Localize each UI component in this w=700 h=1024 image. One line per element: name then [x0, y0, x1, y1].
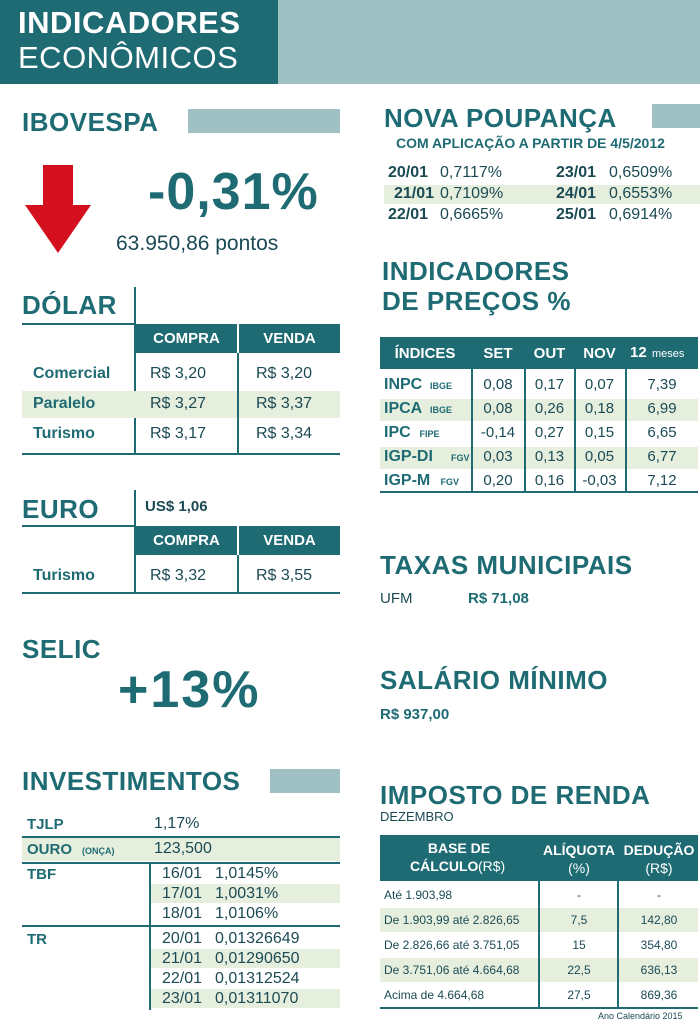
dolar-col-sell: VENDA — [239, 324, 340, 353]
ir-col-base1: BASE DE — [427, 840, 491, 856]
precos-row-name: IPC — [384, 424, 411, 441]
tjlp-value: 1,17% — [154, 815, 200, 832]
ir-row-base: De 1.903,99 até 2.826,65 — [384, 913, 520, 927]
precos-row-set: 0,08 — [483, 400, 513, 417]
euro-col-divider — [237, 555, 239, 593]
poupanca-date: 25/01 — [556, 206, 597, 223]
investimentos-title: INVESTIMENTOS — [22, 766, 241, 796]
down-arrow-icon — [25, 165, 91, 253]
euro-bottom-rule — [22, 592, 340, 594]
dolar-col-buy: COMPRA — [136, 324, 237, 353]
dolar-divider — [134, 287, 136, 454]
tr-value: 0,01326649 — [215, 930, 300, 947]
invest-divider — [149, 862, 151, 1010]
precos-row-nov: 0,18 — [584, 400, 615, 417]
selic-value: +13% — [118, 661, 261, 719]
precos-row-set: 0,08 — [483, 376, 513, 393]
poupanca-value: 0,7117% — [440, 164, 502, 181]
euro-row-label: Turismo — [33, 567, 95, 584]
tr-date: 20/01 — [162, 930, 203, 947]
precos-row-source: IBGE — [430, 381, 453, 391]
ir-row-ded: - — [657, 888, 661, 902]
euro-usd-rate: US$ 1,06 — [145, 498, 208, 515]
ir-row-ded: 636,13 — [640, 963, 678, 977]
ir-row-base: Acima de 4.664,68 — [384, 988, 485, 1002]
poupanca-value: 0,7109% — [440, 185, 504, 202]
ir-col-aliq: ALÍQUOTA — [542, 842, 616, 858]
precos-col-nov: NOV — [583, 345, 616, 362]
precos-row-out: 0,27 — [534, 424, 565, 441]
taxas-ufm-label: UFM — [380, 590, 413, 607]
precos-row-set: 0,03 — [483, 448, 513, 465]
tr-value: 0,01311070 — [215, 990, 299, 1007]
tr-date: 23/01 — [162, 990, 203, 1007]
ir-row-base: Até 1.903,98 — [384, 888, 453, 902]
tr-value: 0,01290650 — [215, 950, 300, 967]
tbf-date: 16/01 — [162, 865, 203, 882]
poupanca-value: 0,6914% — [609, 206, 673, 223]
euro-row-sell: R$ 3,55 — [256, 567, 313, 584]
dolar-row-label: Turismo — [33, 425, 95, 442]
ir-row-aliq: 7,5 — [570, 913, 588, 927]
tjlp-label: TJLP — [27, 816, 64, 833]
precos-row-12m: 6,77 — [647, 448, 677, 465]
tbf-label: TBF — [27, 866, 57, 883]
ir-title: IMPOSTO DE RENDA — [380, 780, 651, 810]
page-title-line2: ECONÔMICOS — [18, 40, 239, 75]
precos-row-name: INPC — [384, 376, 423, 393]
ir-col-ded: DEDUÇÃO — [623, 842, 695, 858]
euro-row-buy: R$ 3,32 — [150, 567, 207, 584]
precos-row-nov: 0,05 — [584, 448, 615, 465]
ouro-value: 123,500 — [154, 840, 212, 857]
precos-row-nov: 0,07 — [584, 376, 615, 393]
precos-row-source: IBGE — [430, 405, 453, 415]
poupanca-value: 0,6665% — [440, 206, 504, 223]
ibovespa-points: 63.950,86 pontos — [116, 232, 279, 255]
poupanca-value: 0,6553% — [609, 185, 673, 202]
ir-bottom-rule — [380, 1007, 698, 1009]
ir-subtitle: DEZEMBRO — [380, 809, 454, 824]
poupanca-title: NOVA POUPANÇA — [384, 103, 617, 133]
tbf-date: 17/01 — [162, 885, 203, 902]
poupanca-date: 24/01 — [556, 185, 597, 202]
ir-col-base-unit: (R$) — [478, 858, 506, 874]
poupanca-value: 0,6509% — [609, 164, 673, 181]
euro-title: EURO — [22, 494, 100, 524]
ibovespa-title: IBOVESPA — [22, 107, 159, 137]
taxas-ufm-value: R$ 71,08 — [468, 590, 529, 607]
salario-title: SALÁRIO MÍNIMO — [380, 665, 608, 695]
dolar-title: DÓLAR — [22, 290, 117, 320]
ir-col-aliq-unit: (%) — [568, 860, 590, 876]
precos-row-out: 0,26 — [534, 400, 565, 417]
euro-col-sell: VENDA — [239, 526, 340, 555]
dolar-row-buy: R$ 3,17 — [150, 425, 207, 442]
dolar-row-sell: R$ 3,37 — [256, 395, 313, 412]
dolar-row-label: Paralelo — [33, 395, 96, 412]
euro-col-buy: COMPRA — [136, 526, 237, 555]
tbf-value: 1,0106% — [215, 905, 279, 922]
tr-date: 21/01 — [162, 950, 203, 967]
poupanca-date: 22/01 — [388, 206, 429, 223]
ouro-rule — [22, 862, 340, 864]
precos-row-nov: -0,03 — [582, 472, 617, 489]
precos-row-name: IGP-M — [384, 472, 431, 489]
ir-row-ded: 869,36 — [640, 988, 678, 1002]
precos-row-name: IPCA — [384, 400, 423, 417]
precos-row-source: FIPE — [419, 429, 440, 439]
tbf-date: 18/01 — [162, 905, 203, 922]
selic-title: SELIC — [22, 634, 102, 664]
poupanca-title-bar — [652, 104, 700, 128]
precos-row-set: -0,14 — [480, 424, 516, 441]
dolar-rule — [22, 323, 134, 325]
precos-row-out: 0,16 — [534, 472, 565, 489]
precos-bottom-rule — [380, 491, 698, 493]
ir-row-aliq: 22,5 — [567, 963, 591, 977]
ir-row-aliq: 15 — [572, 938, 586, 952]
dolar-bottom-rule — [22, 453, 340, 455]
precos-title-line2: DE PREÇOS % — [382, 286, 571, 316]
dolar-row-sell: R$ 3,34 — [256, 425, 313, 442]
dolar-row-buy: R$ 3,20 — [150, 365, 207, 382]
precos-col-out: OUT — [533, 345, 566, 362]
ouro-label: OURO — [27, 841, 72, 858]
dolar-row-buy: R$ 3,27 — [150, 395, 207, 412]
taxas-title: TAXAS MUNICIPAIS — [380, 550, 633, 580]
poupanca-subtitle: COM APLICAÇÃO A PARTIR DE 4/5/2012 — [396, 135, 665, 151]
dolar-col-divider — [237, 353, 239, 454]
ir-row-ded: 354,80 — [640, 938, 678, 952]
ir-col-ded-unit: (R$) — [645, 860, 673, 876]
precos-row-12m: 6,99 — [647, 400, 677, 417]
page-title — [0, 0, 278, 84]
investimentos-title-bar — [270, 769, 340, 793]
precos-title-line1: INDICADORES — [382, 256, 570, 286]
ir-row-base: De 3.751,06 até 4.664,68 — [384, 963, 520, 977]
ouro-unit: (ONÇA) — [82, 846, 115, 856]
ir-row-ded: 142,80 — [640, 913, 678, 927]
ir-col-base2: CÁLCULO — [410, 858, 479, 874]
poupanca-date: 23/01 — [556, 164, 597, 181]
ir-row-aliq: - — [577, 888, 581, 902]
tr-value: 0,01312524 — [215, 970, 300, 987]
tbf-value: 1,0031% — [215, 885, 279, 902]
ir-row-base: De 2.826,66 até 3.751,05 — [384, 938, 520, 952]
tr-date: 22/01 — [162, 970, 203, 987]
dolar-row-label: Comercial — [33, 365, 111, 382]
precos-col-meses: meses — [652, 348, 685, 360]
precos-row-12m: 7,12 — [647, 472, 677, 489]
euro-rule — [22, 525, 134, 527]
precos-row-source: FGV — [440, 477, 460, 487]
tbf-rule — [22, 925, 340, 927]
tbf-value: 1,0145% — [215, 865, 279, 882]
ir-footer: Ano Calendário 2015 — [598, 1011, 683, 1021]
page-title-line1: INDICADORES — [18, 5, 241, 40]
precos-col-set: SET — [483, 345, 513, 362]
precos-col-indices: ÍNDICES — [394, 345, 456, 362]
precos-row-name: IGP-DI — [384, 448, 433, 465]
precos-row-12m: 7,39 — [647, 376, 677, 393]
poupanca-date: 20/01 — [388, 164, 429, 181]
precos-row-set: 0,20 — [483, 472, 513, 489]
tr-label: TR — [27, 931, 47, 948]
ir-row-aliq: 27,5 — [567, 988, 591, 1002]
precos-row-12m: 6,65 — [647, 424, 677, 441]
precos-row-source: FGV — [451, 453, 470, 463]
salario-value: R$ 937,00 — [380, 706, 450, 723]
precos-row-out: 0,13 — [534, 448, 565, 465]
ibovespa-change: -0,31% — [148, 163, 319, 221]
precos-row-out: 0,17 — [534, 376, 565, 393]
ibovespa-title-bar — [188, 109, 340, 133]
dolar-row-sell: R$ 3,20 — [256, 365, 313, 382]
poupanca-date: 21/01 — [394, 185, 435, 202]
precos-row-nov: 0,15 — [584, 424, 615, 441]
precos-col-12: 12 — [630, 344, 647, 361]
